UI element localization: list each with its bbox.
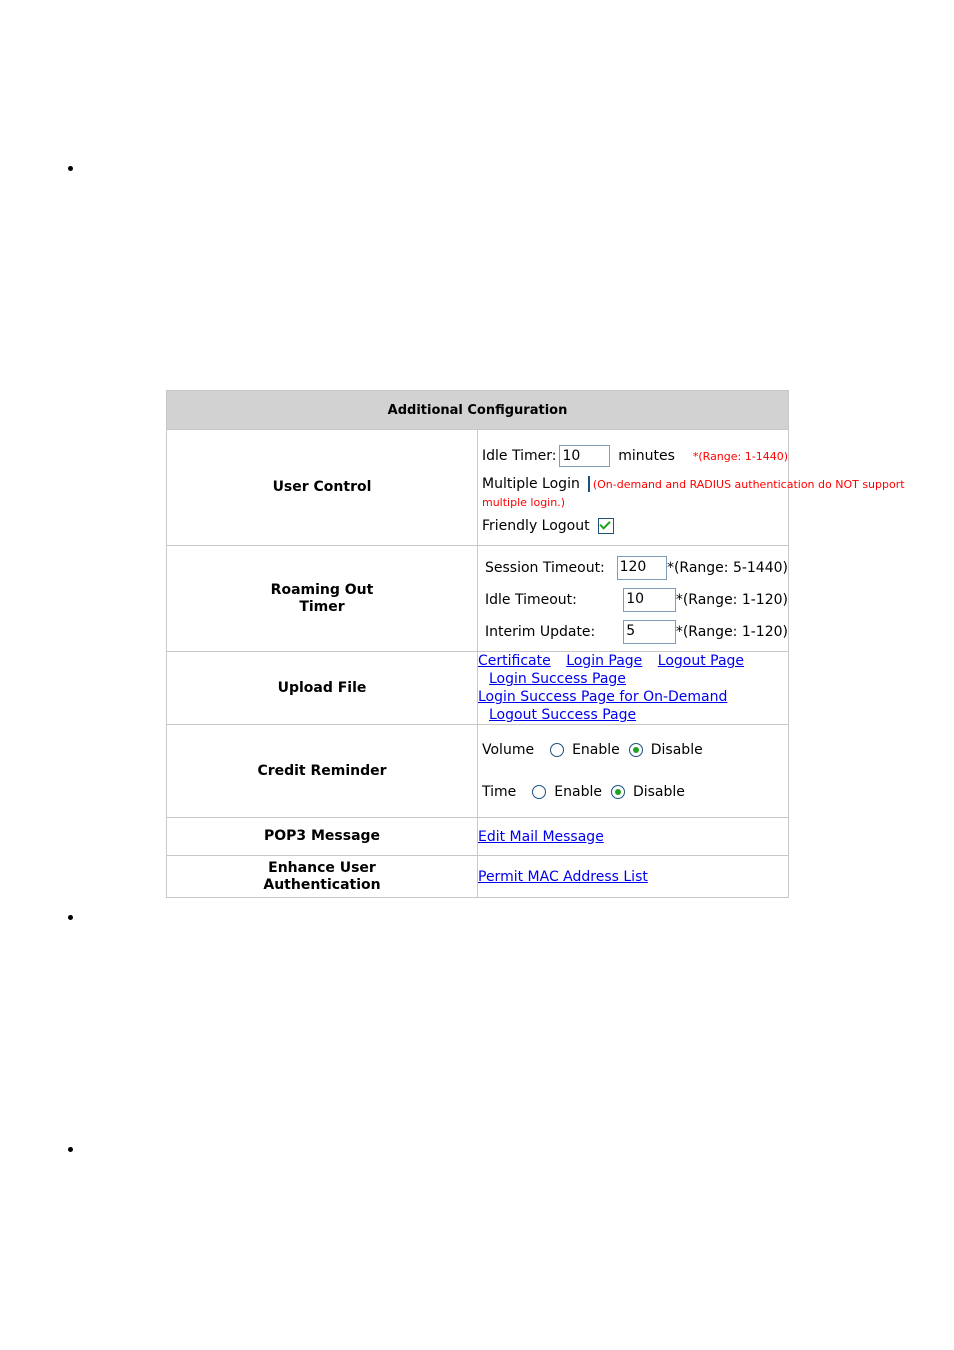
- idle-timer-unit: minutes: [618, 448, 675, 464]
- volume-disable-label: Disable: [650, 742, 703, 758]
- pop3-message-content: [478, 818, 789, 856]
- upload-file-label: Upload File: [167, 652, 478, 725]
- interim-update-label: Interim Update:: [485, 623, 596, 640]
- bullet-2: [68, 915, 73, 920]
- user-control-content: [478, 430, 905, 546]
- user-control-label: User Control: [167, 430, 478, 546]
- roaming-out-label-line1: Roaming Out: [270, 581, 374, 598]
- multiple-login-label: Multiple Login: [482, 476, 580, 492]
- roaming-out-timer-label: [167, 546, 478, 652]
- credit-reminder-content: [478, 725, 789, 818]
- enhance-user-auth-content: [478, 856, 789, 898]
- table-title: Additional Configuration: [167, 391, 789, 430]
- enhance-user-auth-label: [167, 856, 478, 898]
- roaming-out-timer-content: [478, 546, 789, 652]
- logout-success-page-link[interactable]: Logout Success Page: [489, 707, 637, 723]
- pop3-message-label: POP3 Message: [167, 818, 478, 856]
- time-enable-label: Enable: [554, 784, 602, 800]
- idle-timeout-label: Idle Timeout:: [485, 591, 577, 608]
- upload-file-row: [167, 652, 789, 725]
- bullet-1: [68, 166, 73, 171]
- friendly-logout-label: Friendly Logout: [482, 518, 590, 534]
- volume-enable-label: Enable: [572, 742, 620, 758]
- edit-mail-message-link[interactable]: Edit Mail Message: [478, 828, 604, 845]
- multiple-login-note: (On-demand and RADIUS authentication do NOT support: [592, 477, 905, 491]
- time-enable-radio[interactable]: [532, 785, 546, 799]
- time-disable-radio[interactable]: [611, 785, 625, 799]
- permit-mac-address-list-link[interactable]: Permit MAC Address List: [478, 868, 648, 885]
- roaming-out-timer-row: [167, 546, 789, 652]
- user-control-row: [167, 430, 789, 546]
- interim-update-input[interactable]: 5: [623, 620, 676, 644]
- login-success-page-link[interactable]: Login Success Page: [489, 671, 626, 687]
- multiple-login-note-cont: multiple login.): [482, 496, 565, 509]
- idle-timer-input[interactable]: 10: [559, 445, 610, 467]
- volume-enable-radio[interactable]: [550, 743, 564, 757]
- idle-timeout-input[interactable]: 10: [623, 588, 676, 612]
- bullet-3: [68, 1147, 73, 1152]
- volume-disable-radio[interactable]: [629, 743, 643, 757]
- enhance-user-label-line2: Authentication: [263, 876, 381, 893]
- login-page-link[interactable]: Login Page: [566, 653, 643, 669]
- enhance-user-label-line1: Enhance User: [268, 859, 376, 876]
- enhance-user-auth-row: [167, 856, 789, 898]
- time-disable-label: Disable: [632, 784, 685, 800]
- login-success-page-on-demand-link[interactable]: Login Success Page for On-Demand: [478, 689, 728, 705]
- session-timeout-range: *(Range: 5-1440): [666, 559, 788, 576]
- idle-timeout-range: *(Range: 1-120): [675, 591, 788, 608]
- session-timeout-label: Session Timeout:: [485, 559, 605, 576]
- credit-reminder-label: Credit Reminder: [167, 725, 478, 818]
- session-timeout-input[interactable]: 120: [617, 556, 667, 580]
- volume-label: Volume: [482, 742, 535, 758]
- idle-timer-label: Idle Timer:: [482, 448, 557, 464]
- roaming-out-label-line2: Timer: [299, 598, 345, 615]
- certificate-link[interactable]: Certificate: [478, 653, 551, 669]
- pop3-message-row: [167, 818, 789, 856]
- additional-configuration-table: [166, 390, 905, 898]
- interim-update-range: *(Range: 1-120): [675, 623, 788, 640]
- upload-file-content: [478, 652, 789, 725]
- multiple-login-checkbox[interactable]: [588, 476, 590, 492]
- time-label: Time: [482, 784, 517, 800]
- friendly-logout-checkbox[interactable]: [598, 518, 614, 534]
- logout-page-link[interactable]: Logout Page: [657, 653, 745, 669]
- idle-timer-range: *(Range: 1-1440): [692, 449, 788, 463]
- credit-reminder-row: [167, 725, 789, 818]
